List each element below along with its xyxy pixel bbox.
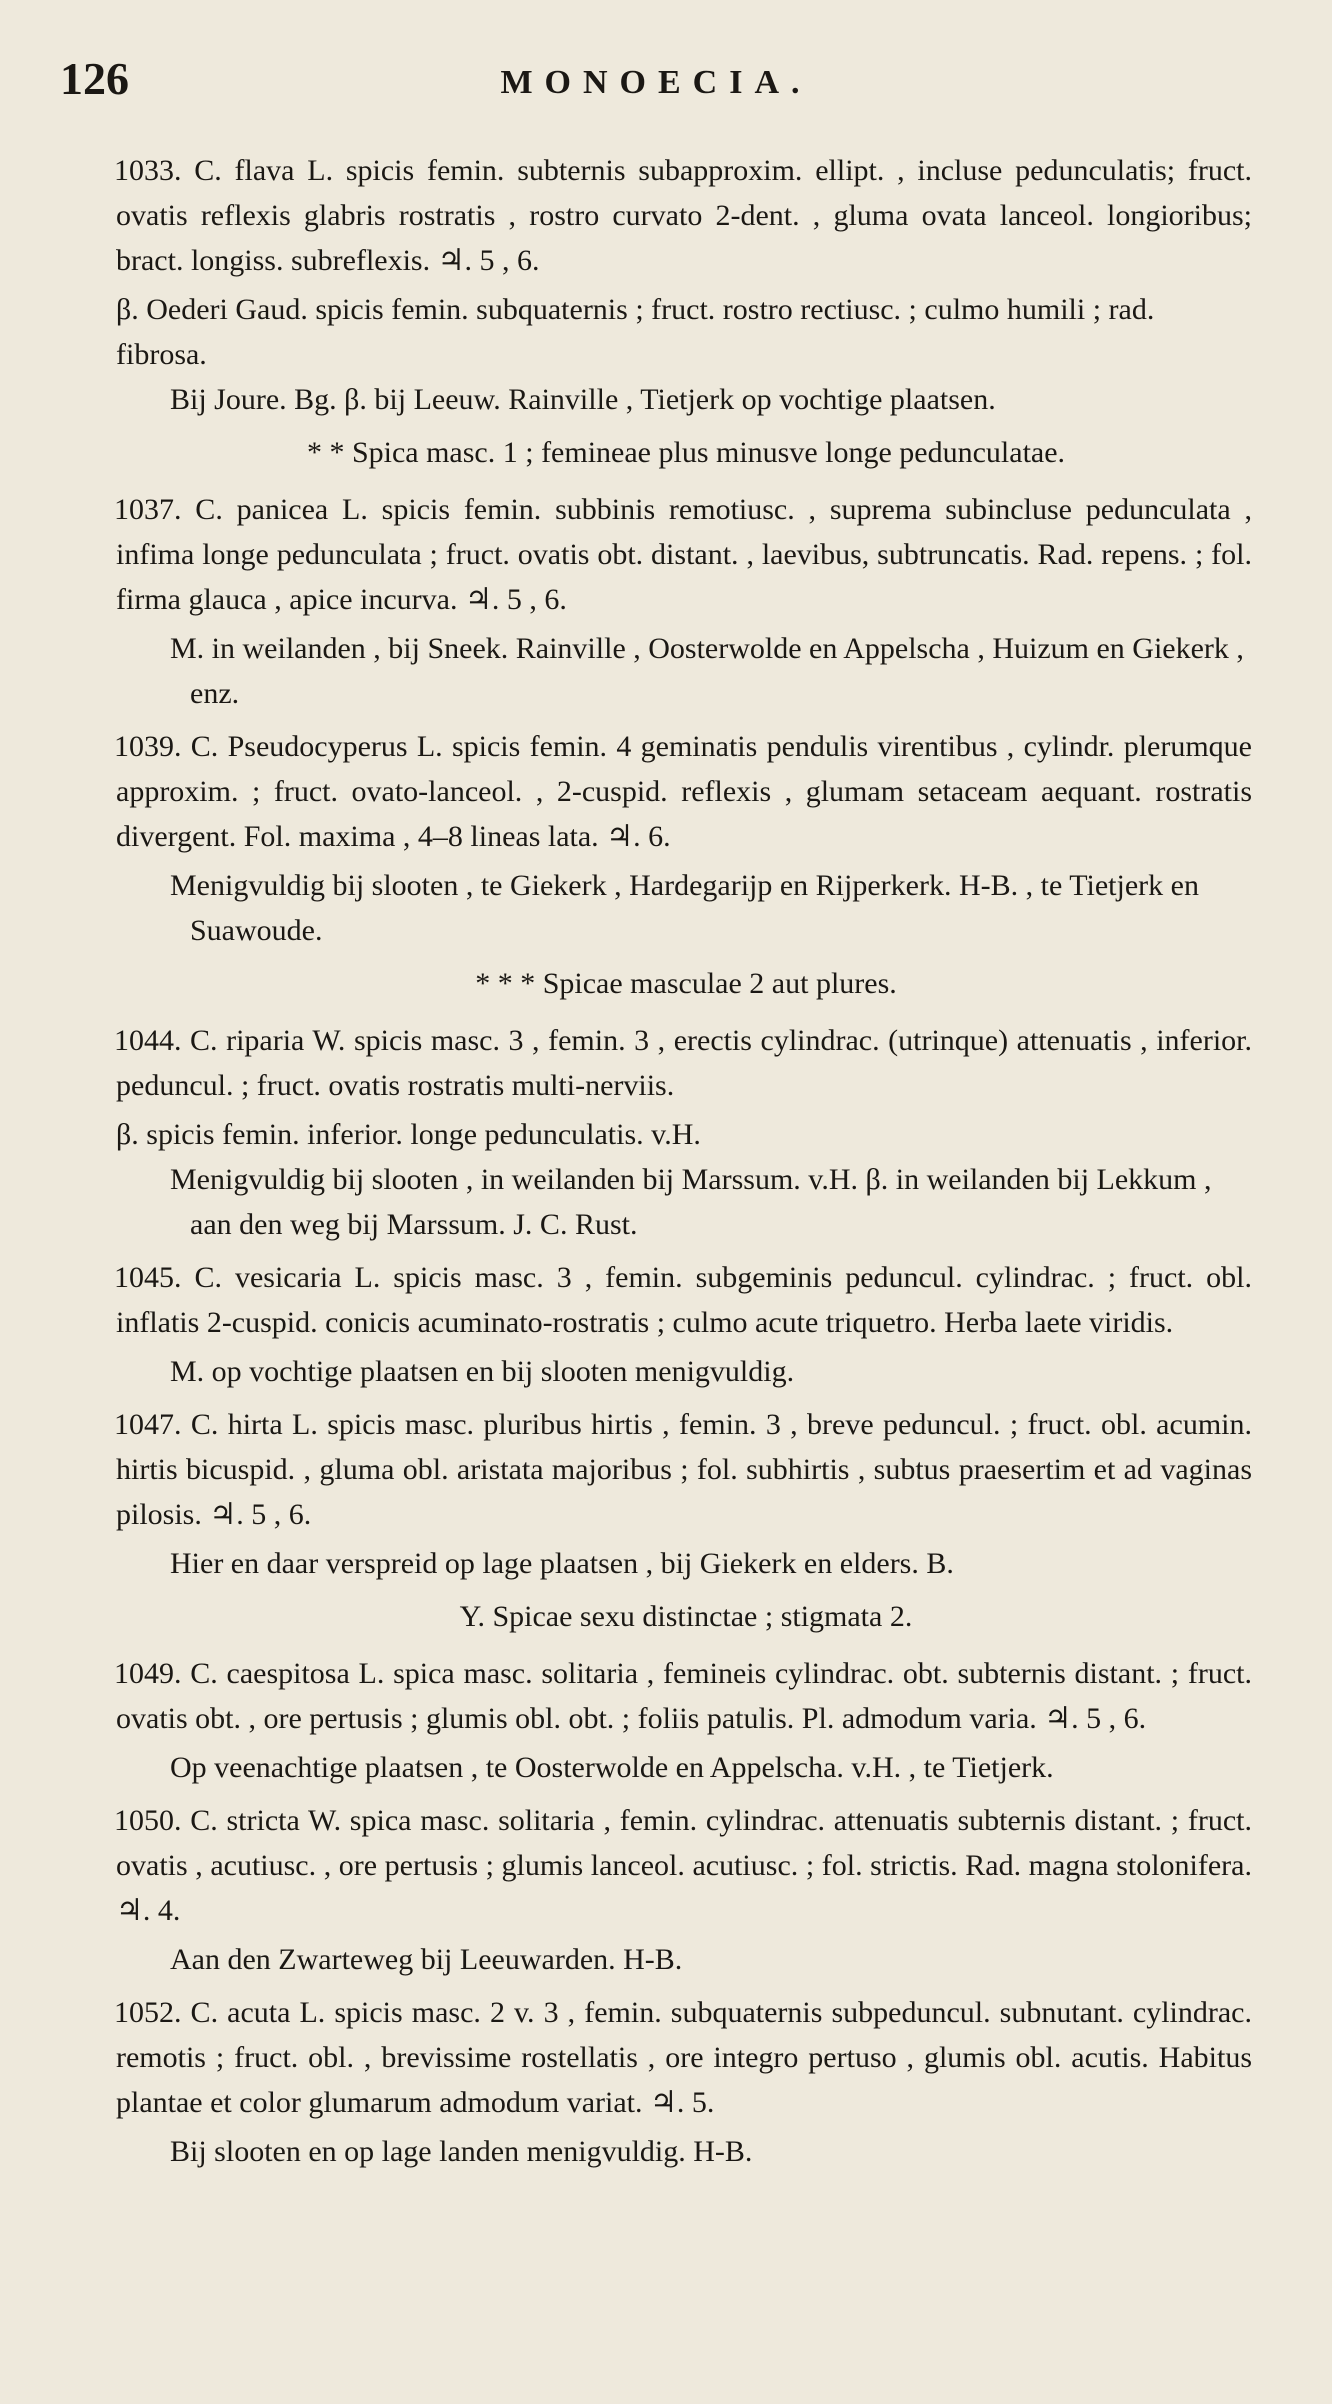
variety-note: β. Oederi Gaud. spicis femin. subquaternis ; fruct. rostro rectiusc. ; culmo humili ; rad. fibrosa. — [116, 293, 1155, 371]
species-entry-1047: 1047. C. hirta L. spicis masc. pluribus hirtis , femin. 3 , breve peduncul. ; fruct. obl. acumin. hirtis bicuspid. , gluma obl. aristata majoribus ; fol. subhirtis , subtus praesertim et ad vaginas pilosis. ♃. 5 , 6. — [114, 1408, 1252, 1531]
species-entry-1037: 1037. C. panicea L. spicis femin. subbinis remotiusc. , suprema subincluse pedunculata , infima longe pedunculata ; fruct. ovatis obt. distant. , laevibus, subtruncatis. Rad. repens. ; fol. firma glauca , apice incurva. ♃. 5 , 6. — [114, 493, 1252, 616]
species-entry-1033: 1033. C. flava L. spicis femin. subternis subapproxim. ellipt. , incluse pedunculatis; fruct. ovatis reflexis glabris rostratis , rostro curvato 2-dent. , gluma ovata lanceol. longioribus; bract. longiss. subreflexis. ♃. 5 , 6. — [114, 154, 1252, 277]
species-entry-1049: 1049. C. caespitosa L. spica masc. solitaria , femineis cylindrac. obt. subternis distant. ; fruct. ovatis obt. , ore pertusis ; glumis obl. obt. ; foliis patulis. Pl. admodum varia. ♃. 5 , 6. — [114, 1657, 1252, 1735]
page-number: 126 — [60, 53, 129, 104]
running-head: MONOECIA. — [500, 64, 812, 101]
species-entry-1044: 1044. C. riparia W. spicis masc. 3 , femin. 3 , erectis cylindrac. (utrinque) attenuatis , inferior. peduncul. ; fruct. ovatis rostratis multi-nerviis. — [114, 1024, 1252, 1102]
locality-note: Menigvuldig bij slooten , te Giekerk , Hardegarijp en Rijperkerk. H-B. , te Tietjerk en Suawoude. — [170, 869, 1199, 947]
locality-note: Aan den Zwarteweg bij Leeuwarden. H-B. — [170, 1943, 683, 1976]
locality-note: Op veenachtige plaatsen , te Oosterwolde en Appelscha. v.H. , te Tietjerk. — [170, 1751, 1054, 1784]
locality-note: M. in weilanden , bij Sneek. Rainville , Oosterwolde en Appelscha , Huizum en Giekerk , enz. — [170, 632, 1244, 710]
section-heading: * * Spica masc. 1 ; femineae plus minusve longe pedunculatae. — [306, 436, 1066, 469]
species-entry-1052: 1052. C. acuta L. spicis masc. 2 v. 3 , femin. subquaternis subpeduncul. subnutant. cylindrac. remotis ; fruct. obl. , brevissime rostellatis , ore integro pertuso , glumis obl. acutis. Habitus plantae et color glumarum admodum variat. ♃. 5. — [114, 1996, 1252, 2119]
page-header — [60, 52, 1252, 122]
locality-note: Bij Joure. Bg. β. bij Leeuw. Rainville , Tietjerk op vochtige plaatsen. — [170, 383, 996, 416]
locality-note: Bij slooten en op lage landen menigvuldig. H-B. — [170, 2135, 753, 2168]
variety-note: β. spicis femin. inferior. longe pedunculatis. v.H. — [116, 1118, 701, 1151]
locality-note: M. op vochtige plaatsen en bij slooten menigvuldig. — [170, 1355, 795, 1388]
page-body — [60, 148, 1252, 2174]
locality-note: Hier en daar verspreid op lage plaatsen , bij Giekerk en elders. B. — [170, 1547, 954, 1580]
locality-note: Menigvuldig bij slooten , in weilanden bij Marssum. v.H. β. in weilanden bij Lekkum , aan den weg bij Marssum. J. C. Rust. — [170, 1163, 1212, 1241]
species-entry-1045: 1045. C. vesicaria L. spicis masc. 3 , femin. subgeminis peduncul. cylindrac. ; fruct. obl. inflatis 2-cuspid. conicis acuminato-rostratis ; culmo acute triquetro. Herba laete viridis. — [114, 1261, 1252, 1339]
section-heading: * * * Spicae masculae 2 aut plures. — [475, 967, 897, 1000]
section-heading: Y. Spicae sexu distinctae ; stigmata 2. — [459, 1600, 913, 1633]
species-entry-1050: 1050. C. stricta W. spica masc. solitaria , femin. cylindrac. attenuatis subternis distant. ; fruct. ovatis , acutiusc. , ore pertusis ; glumis lanceol. acutiusc. ; fol. strictis. Rad. magna stolonifera. ♃. 4. — [114, 1804, 1252, 1927]
species-entry-1039: 1039. C. Pseudocyperus L. spicis femin. 4 geminatis pendulis virentibus , cylindr. plerumque approxim. ; fruct. ovato-lanceol. , 2-cuspid. reflexis , glumam setaceam aequant. rostratis divergent. Fol. maxima , 4–8 lineas lata. ♃. 6. — [114, 730, 1252, 853]
